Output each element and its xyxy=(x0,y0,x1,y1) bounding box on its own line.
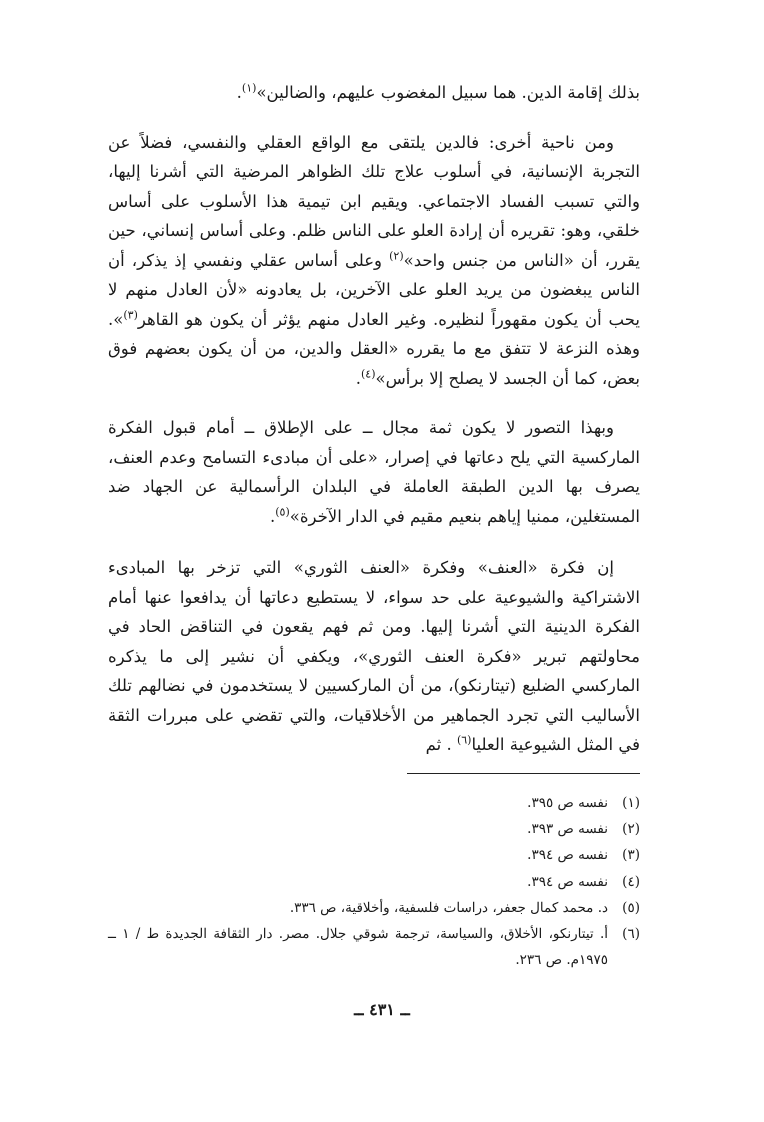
footnote-separator xyxy=(407,773,640,774)
paragraph-3-end: . xyxy=(269,506,276,526)
footnote-text: أ. تيتارنكو، الأخلاق، والسياسة، ترجمة شوقي جلال. مصر. دار الثقافة الجديدة ط / ١ ــ ١٩٧٥م. ص ٢٣٦. xyxy=(108,926,609,969)
footnote-item xyxy=(108,921,640,973)
footnote-ref-1: (١) xyxy=(241,81,257,95)
footnote-ref-4: (٤) xyxy=(360,367,376,380)
footnote-number: (٢) xyxy=(622,821,640,838)
footnote-item xyxy=(108,869,640,895)
paragraph-4 xyxy=(108,553,640,760)
footnote-ref-5: (٥) xyxy=(275,505,290,518)
paragraph-4-text: إن فكرة «العنف» وفكرة «العنف الثوري» التي تزخر بها المبادىء الاشتراكية والشيوعية على حد سواء، لا يستطيع دعاتها أن يدافعوا عنها أمام الفكرة الدينية التي أشرنا إليها. ومن ثم فهم يقعون في التناقض الحاد في محاولتهم تبرير «فكرة العنف الثوري»، ويكفي أن نشير إلى ما يذكره الماركسي الضليع (تيتارنكو)، من أن الماركسيين لا يستخدمون في نضالهم تلك الأساليب التي تجرد الجماهير من الأخلاقيات، والتي تقضي على مبررات الثقة في المثل الشيوعية العليا xyxy=(108,558,640,754)
footnote-item xyxy=(108,816,640,842)
footnote-number: (٤) xyxy=(622,873,640,890)
footnote-number: (٥) xyxy=(622,899,640,916)
footnote-ref-6: (٦) xyxy=(456,733,472,747)
footnote-item xyxy=(108,790,640,816)
footnote-number: (١) xyxy=(622,795,640,811)
footnote-item xyxy=(108,842,640,868)
footnote-item xyxy=(108,895,640,921)
paragraph-2-end: . xyxy=(355,368,361,388)
paragraph-1 xyxy=(108,78,640,108)
paragraph-4-end: . ثم xyxy=(425,735,457,754)
paragraph-1-text: بذلك إقامة الدين. هما سبيل المغضوب عليهم، والضالين» xyxy=(256,83,640,102)
paragraph-2-text-b: وعلى أساس عقلي ونفسي إذ يذكر، أن الناس يبغضون من يريد العلو على الآخرين، بل يعادونه «لأن العادل منهم لا يحب أن يكون مقهوراً لنظيره. وغير العادل منهم يؤثر أن يكون هو القاهر xyxy=(108,250,640,329)
paragraph-2-text-c: ». وهذه النزعة لا تتفق مع ما يقرره «العقل والدين، من أن يكون بعضهم فوق بعض، كما أن الجسد لا يصلح إلا برأس» xyxy=(108,309,640,388)
paragraph-3 xyxy=(108,413,640,531)
page-number: ــ ٤٣١ ــ xyxy=(354,1000,410,1019)
footnote-ref-3: (٣) xyxy=(123,308,138,321)
paragraph-3-text: وبهذا التصور لا يكون ثمة مجال ــ على الإطلاق ــ أمام قبول الفكرة الماركسية التي يلح دعاتها في إصرار، «على أن مبادىء التسامح وعدم العنف، يصرف بها الدين الطبقة العاملة في البلدان الرأسمالية عن الجهاد ضد المستغلين، ممنيا إياهم بنعيم مقيم في الدار الآخرة» xyxy=(108,418,640,526)
footnote-text: نفسه ص ٣٩٤. xyxy=(527,847,608,864)
footnote-text: نفسه ص ٣٩٤. xyxy=(527,873,608,890)
footnote-ref-2: (٢) xyxy=(389,249,404,262)
paragraph-2-text-a: ومن ناحية أخرى: فالدين يلتقى مع الواقع العقلي والنفسي، فضلاً عن التجربة الإنسانية، في أسلوب علاج تلك الظواهر المرضية التي أشرنا إليها، والتي تسبب الفساد الاجتماعي. ويقيم ابن تيمية هذا الأسلوب على أساس خلقي، وهو: تقريره أن إرادة العلو على الناس ظلم. وعلى أساس إنساني، حين يقرر، أن «الناس من جنس واحد» xyxy=(108,132,640,270)
page-body xyxy=(108,78,640,760)
footnotes xyxy=(108,790,640,973)
footnote-text: د. محمد كمال جعفر، دراسات فلسفية، وأخلاقية، ص ٣٣٦. xyxy=(289,899,608,916)
footnote-text: نفسه ص ٣٩٣. xyxy=(527,821,608,838)
paragraph-1-end: . xyxy=(236,83,242,102)
footnote-number: (٦) xyxy=(622,926,640,943)
paragraph-2 xyxy=(108,128,640,394)
footnote-number: (٣) xyxy=(622,847,640,864)
footnote-text: نفسه ص ٣٩٥. xyxy=(527,795,608,811)
